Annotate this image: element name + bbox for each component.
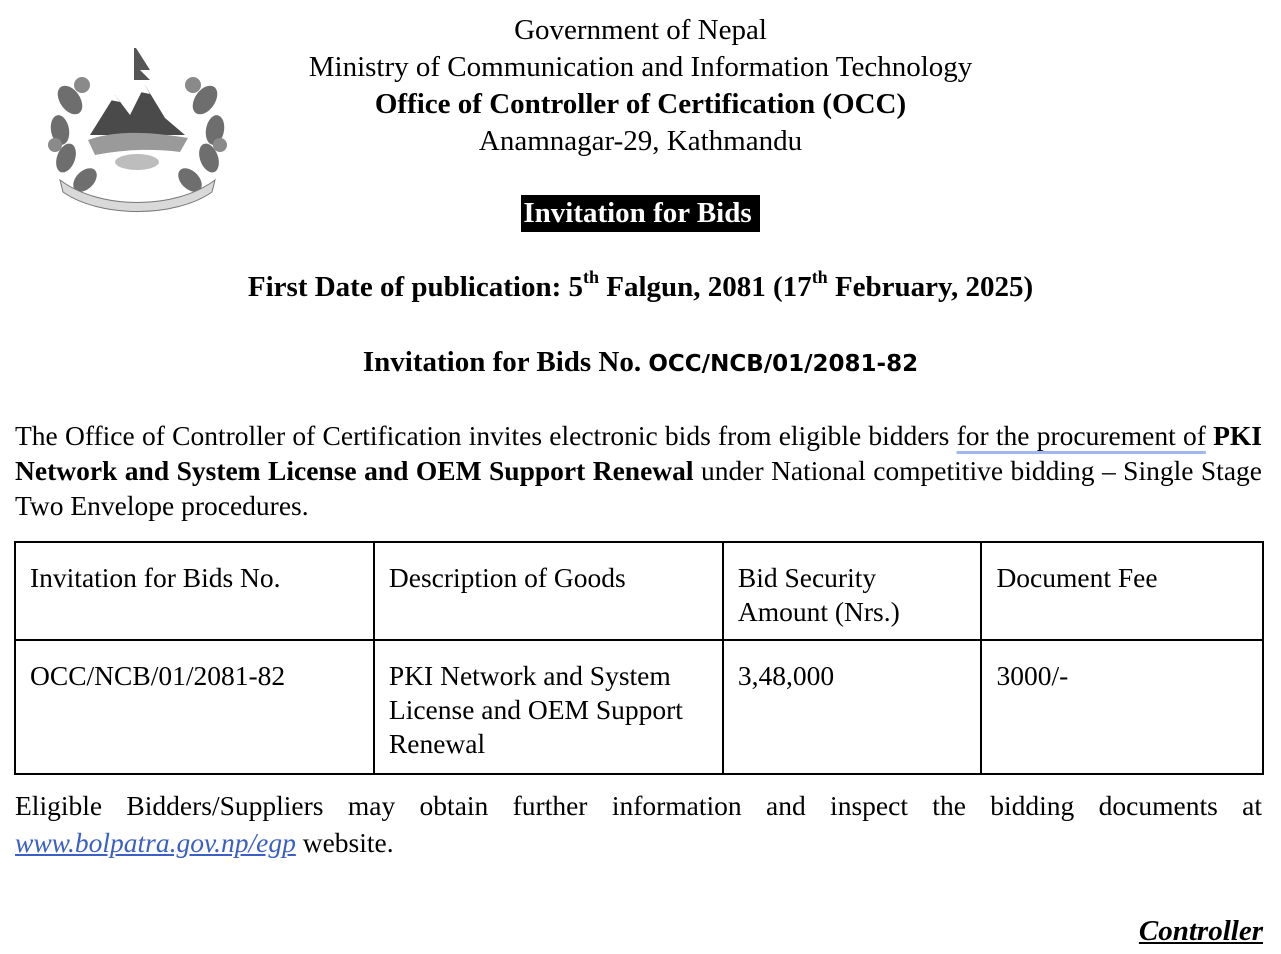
table-header-cell: Invitation for Bids No. [15,542,374,640]
intro-paragraph: The Office of Controller of Certification invites electronic bids from eligible bidders for the procurement of PKI Network and System License and OEM Support Renewal under National competitive bidding – Single Stage Two Envelope procedures. [15,420,1262,521]
table-header-cell: Bid Security Amount (Nrs.) [723,542,982,640]
invitation-title-banner [0,195,1281,232]
office-address: Anamnagar-29, Kathmandu [478,125,803,157]
table-row [15,640,1263,774]
bolpatra-link[interactable]: www.bolpatra.gov.np/egp [15,827,296,858]
publication-date: First Date of publication: 5th Falgun, 2081 (17th February, 2025) [247,267,1034,303]
table-header-row [15,542,1263,640]
further-info-paragraph: Eligible Bidders/Suppliers may obtain further information and inspect the bidding documents at www.bolpatra.gov.np/egp website. [15,790,1262,858]
invitation-title: Invitation for Bids [521,195,759,232]
table-cell: OCC/NCB/01/2081-82 [15,640,374,774]
table-cell: 3,48,000 [723,640,982,774]
government-name: Government of Nepal [514,14,767,46]
office-name: Office of Controller of Certification (OCC) [374,88,907,120]
table-cell: PKI Network and System License and OEM Support Renewal [374,640,723,774]
letterhead [0,12,1281,160]
table-header-cell: Description of Goods [374,542,723,640]
ministry-name: Ministry of Communication and Information Technology [308,51,973,83]
bids-table [14,541,1264,775]
signatory-title: Controller [1138,915,1263,947]
bids-number-code: OCC/NCB/01/2081-82 [648,351,919,377]
table-cell: 3000/- [981,640,1263,774]
bids-number-heading: Invitation for Bids No. OCC/NCB/01/2081-82 [362,346,919,378]
table-header-cell: Document Fee [981,542,1263,640]
